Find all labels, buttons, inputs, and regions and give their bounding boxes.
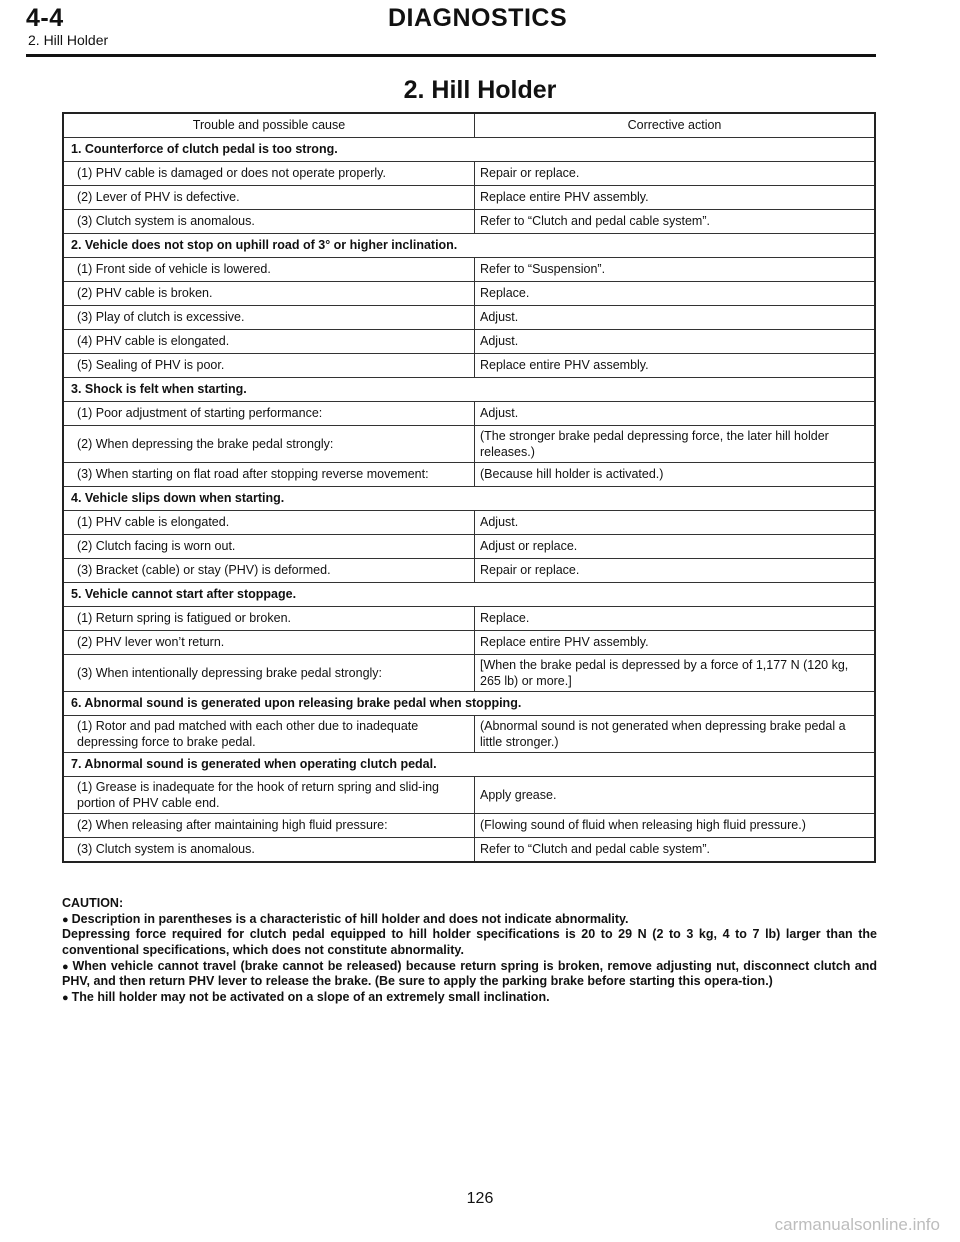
- section-title: 7. Abnormal sound is generated when operating clutch pedal.: [63, 753, 875, 777]
- table-row: [63, 426, 875, 463]
- column-header-cause: Trouble and possible cause: [63, 113, 475, 138]
- table-row: [63, 210, 875, 234]
- subsection-label: 2. Hill Holder: [28, 32, 109, 48]
- cause-cell: (1) Rotor and pad matched with each other due to inadequate depressing force to brake pedal.: [63, 716, 475, 753]
- table-row: [63, 655, 875, 692]
- cause-cell: (5) Sealing of PHV is poor.: [63, 354, 475, 378]
- section-row: [63, 234, 875, 258]
- page-number: 126: [466, 1190, 494, 1207]
- table-row: [63, 607, 875, 631]
- section-title: 6. Abnormal sound is generated upon releasing brake pedal when stopping.: [63, 692, 875, 716]
- cause-cell: (3) When intentionally depressing brake pedal strongly:: [63, 655, 475, 692]
- table-row: [63, 162, 875, 186]
- table-row: [63, 535, 875, 559]
- cause-cell: (2) Clutch facing is worn out.: [63, 535, 475, 559]
- table-body: [63, 138, 875, 863]
- action-cell: (The stronger brake pedal depressing force, the later hill holder releases.): [475, 426, 876, 463]
- diagnostics-table: [62, 112, 876, 863]
- cause-cell: (2) When releasing after maintaining high fluid pressure:: [63, 814, 475, 838]
- table-row: [63, 631, 875, 655]
- table-row: [63, 777, 875, 814]
- caution-text: Description in parentheses is a characteristic of hill holder and does not indicate abnormality.: [71, 911, 629, 926]
- cause-cell: (2) Lever of PHV is defective.: [63, 186, 475, 210]
- action-cell: Adjust.: [475, 402, 876, 426]
- action-cell: Repair or replace.: [475, 162, 876, 186]
- caution-block: [62, 896, 877, 1006]
- section-row: [63, 753, 875, 777]
- cause-cell: (4) PHV cable is elongated.: [63, 330, 475, 354]
- action-cell: Replace entire PHV assembly.: [475, 631, 876, 655]
- action-cell: Replace entire PHV assembly.: [475, 354, 876, 378]
- cause-cell: (1) PHV cable is damaged or does not operate properly.: [63, 162, 475, 186]
- section-title: 1. Counterforce of clutch pedal is too strong.: [63, 138, 875, 162]
- caution-text: The hill holder may not be activated on a slope of an extremely small inclination.: [71, 990, 550, 1004]
- action-cell: Refer to “Clutch and pedal cable system”.: [475, 210, 876, 234]
- table-row: [63, 463, 875, 487]
- section-title: 3. Shock is felt when starting.: [63, 378, 875, 402]
- cause-cell: (3) Clutch system is anomalous.: [63, 210, 475, 234]
- table-row: [63, 814, 875, 838]
- section-row: [63, 378, 875, 402]
- table-row: [63, 186, 875, 210]
- section-code: 4-4: [26, 4, 64, 32]
- action-cell: Apply grease.: [475, 777, 876, 814]
- action-cell: (Because hill holder is activated.): [475, 463, 876, 487]
- cause-cell: (2) When depressing the brake pedal strongly:: [63, 426, 475, 463]
- section-row: [63, 487, 875, 511]
- action-cell: Replace.: [475, 282, 876, 306]
- caution-item: [62, 990, 877, 1006]
- bullet-icon: ●: [62, 992, 69, 1004]
- action-cell: Replace.: [475, 607, 876, 631]
- action-cell: Adjust or replace.: [475, 535, 876, 559]
- table-row: [63, 511, 875, 535]
- cause-cell: (3) Play of clutch is excessive.: [63, 306, 475, 330]
- cause-cell: (3) When starting on flat road after stopping reverse movement:: [63, 463, 475, 487]
- cause-cell: (3) Bracket (cable) or stay (PHV) is deformed.: [63, 559, 475, 583]
- bullet-icon: ●: [62, 913, 69, 926]
- action-cell: [When the brake pedal is depressed by a force of 1,177 N (120 kg, 265 lb) or more.]: [475, 655, 876, 692]
- caution-item: [62, 959, 877, 990]
- section-row: [63, 583, 875, 607]
- caution-heading: CAUTION:: [62, 896, 124, 910]
- table-row: [63, 716, 875, 753]
- caution-text-continued: Depressing force required for clutch pedal equipped to hill holder specifications is 20 to 29 N (2 to 3 kg, 4 to 7 lb) larger than the conventional specifications, which does not constitute abnormality.: [62, 927, 877, 957]
- table-row: [63, 559, 875, 583]
- action-cell: Adjust.: [475, 330, 876, 354]
- column-header-action: Corrective action: [475, 113, 876, 138]
- action-cell: Adjust.: [475, 511, 876, 535]
- action-cell: Replace entire PHV assembly.: [475, 186, 876, 210]
- caution-text: When vehicle cannot travel (brake cannot be released) because return spring is broken, remove adjusting nut, disconnect clutch and PHV, and then return PHV lever to release the brake. (Be sure to apply the parking brake before starting this opera-tion.): [62, 958, 877, 989]
- table-row: [63, 402, 875, 426]
- action-cell: (Flowing sound of fluid when releasing high fluid pressure.): [475, 814, 876, 838]
- action-cell: Repair or replace.: [475, 559, 876, 583]
- table-row: [63, 282, 875, 306]
- cause-cell: (1) Return spring is fatigued or broken.: [63, 607, 475, 631]
- watermark: carmanualsonline.info: [774, 1215, 940, 1234]
- table-row: [63, 838, 875, 863]
- section-title: 2. Vehicle does not stop on uphill road of 3° or higher inclination.: [63, 234, 875, 258]
- table-row: [63, 258, 875, 282]
- table-row: [63, 306, 875, 330]
- section-title: 5. Vehicle cannot start after stoppage.: [63, 583, 875, 607]
- table-header-row: [63, 113, 875, 138]
- action-cell: Refer to “Clutch and pedal cable system”.: [475, 838, 876, 863]
- section-row: [63, 692, 875, 716]
- section-title: DIAGNOSTICS: [388, 4, 568, 32]
- cause-cell: (1) Grease is inadequate for the hook of return spring and slid-ing portion of PHV cable end.: [63, 777, 475, 814]
- action-cell: (Abnormal sound is not generated when depressing brake pedal a little stronger.): [475, 716, 876, 753]
- cause-cell: (1) Poor adjustment of starting performance:: [63, 402, 475, 426]
- action-cell: Adjust.: [475, 306, 876, 330]
- cause-cell: (1) PHV cable is elongated.: [63, 511, 475, 535]
- table-row: [63, 354, 875, 378]
- bullet-icon: ●: [62, 960, 70, 973]
- cause-cell: (3) Clutch system is anomalous.: [63, 838, 475, 863]
- cause-cell: (1) Front side of vehicle is lowered.: [63, 258, 475, 282]
- table-row: [63, 330, 875, 354]
- section-title: 4. Vehicle slips down when starting.: [63, 487, 875, 511]
- page-title: 2. Hill Holder: [403, 76, 557, 104]
- caution-item: [62, 912, 877, 928]
- cause-cell: (2) PHV cable is broken.: [63, 282, 475, 306]
- cause-cell: (2) PHV lever won’t return.: [63, 631, 475, 655]
- action-cell: Refer to “Suspension”.: [475, 258, 876, 282]
- header-rule: [26, 54, 876, 57]
- section-row: [63, 138, 875, 162]
